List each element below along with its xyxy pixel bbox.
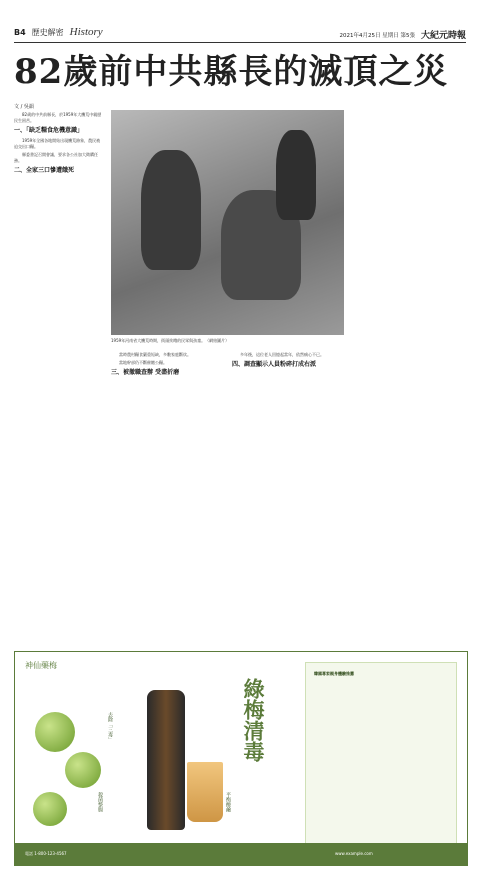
page-header [14,26,466,40]
subheading: 二、全家三口慘遭餓死 [14,167,75,174]
ad-box-title: 韓國專家親身體驗推薦 [314,671,354,676]
advertisement[interactable] [14,651,468,866]
issue-date: 2021年4月25日 星期日 第5張 [339,32,415,39]
ad-footer [15,843,467,865]
ad-brand: 神仙藥梅 [25,661,57,670]
ad-headline: 綠梅清毒 [241,678,266,762]
plum-image [65,752,101,788]
newspaper-logo: 大紀元時報 [420,31,466,41]
subheading: 一、「缺乏糧食危機意識」 [14,127,84,134]
article-byline: 文 / 吳韻 [14,104,34,110]
subheading: 三、被撤職查辦 受盡折磨 [111,369,180,376]
header-rule [14,42,466,43]
article-column-2 [111,352,223,380]
paragraph: 當地幹部仍不斷催繳公糧。 [119,360,167,365]
article-column-3 [232,352,344,372]
ad-label: 去除「三毒」 [107,712,113,742]
plum-image [33,792,67,826]
section-title-en: History [69,26,103,38]
photo-figure [276,130,316,220]
paragraph: 縣委書記召開會議，要求各公社加大徵購任務。 [14,152,98,163]
article-photo [111,110,344,335]
paragraph: 當時農村糧食嚴重短缺，多數家庭斷炊。 [119,352,191,357]
ad-label: 平衡酸鹼 [225,792,231,812]
ad-label: 殺菌整腸 [97,792,103,812]
page-number: B4 [14,27,26,37]
subheading: 四、調查顯示人員粉碎打成右派 [232,361,317,368]
ad-contact: 電話 1-800-123-4567 [25,851,67,856]
article-title: 82歲前中共縣長的滅頂之災 [14,52,449,92]
date-area [339,28,466,41]
plum-image [35,712,75,752]
ad-info-box [305,662,457,854]
photo-caption: 1959年河南省大饑荒時期，街頭挨餓的民眾與孩童。（網絡圖片） [111,338,230,343]
ad-website[interactable]: www.example.com [335,851,373,856]
paragraph: 82歲的中共前縣長，於1959年大饑荒中親歷民生困苦。 [14,112,102,123]
article-column-1 [14,112,104,178]
bottle-image [147,690,185,830]
glass-image [187,762,223,822]
section-title-cn: 歷史解密 [31,27,64,37]
paragraph: 1959年全國各地開始出現饑荒跡象，農民被迫交出口糧。 [14,138,101,149]
paragraph: 多年後，這位老人回憶起當年，依然痛心不已。 [240,352,324,357]
section-label [14,26,103,38]
photo-figure [141,150,201,270]
